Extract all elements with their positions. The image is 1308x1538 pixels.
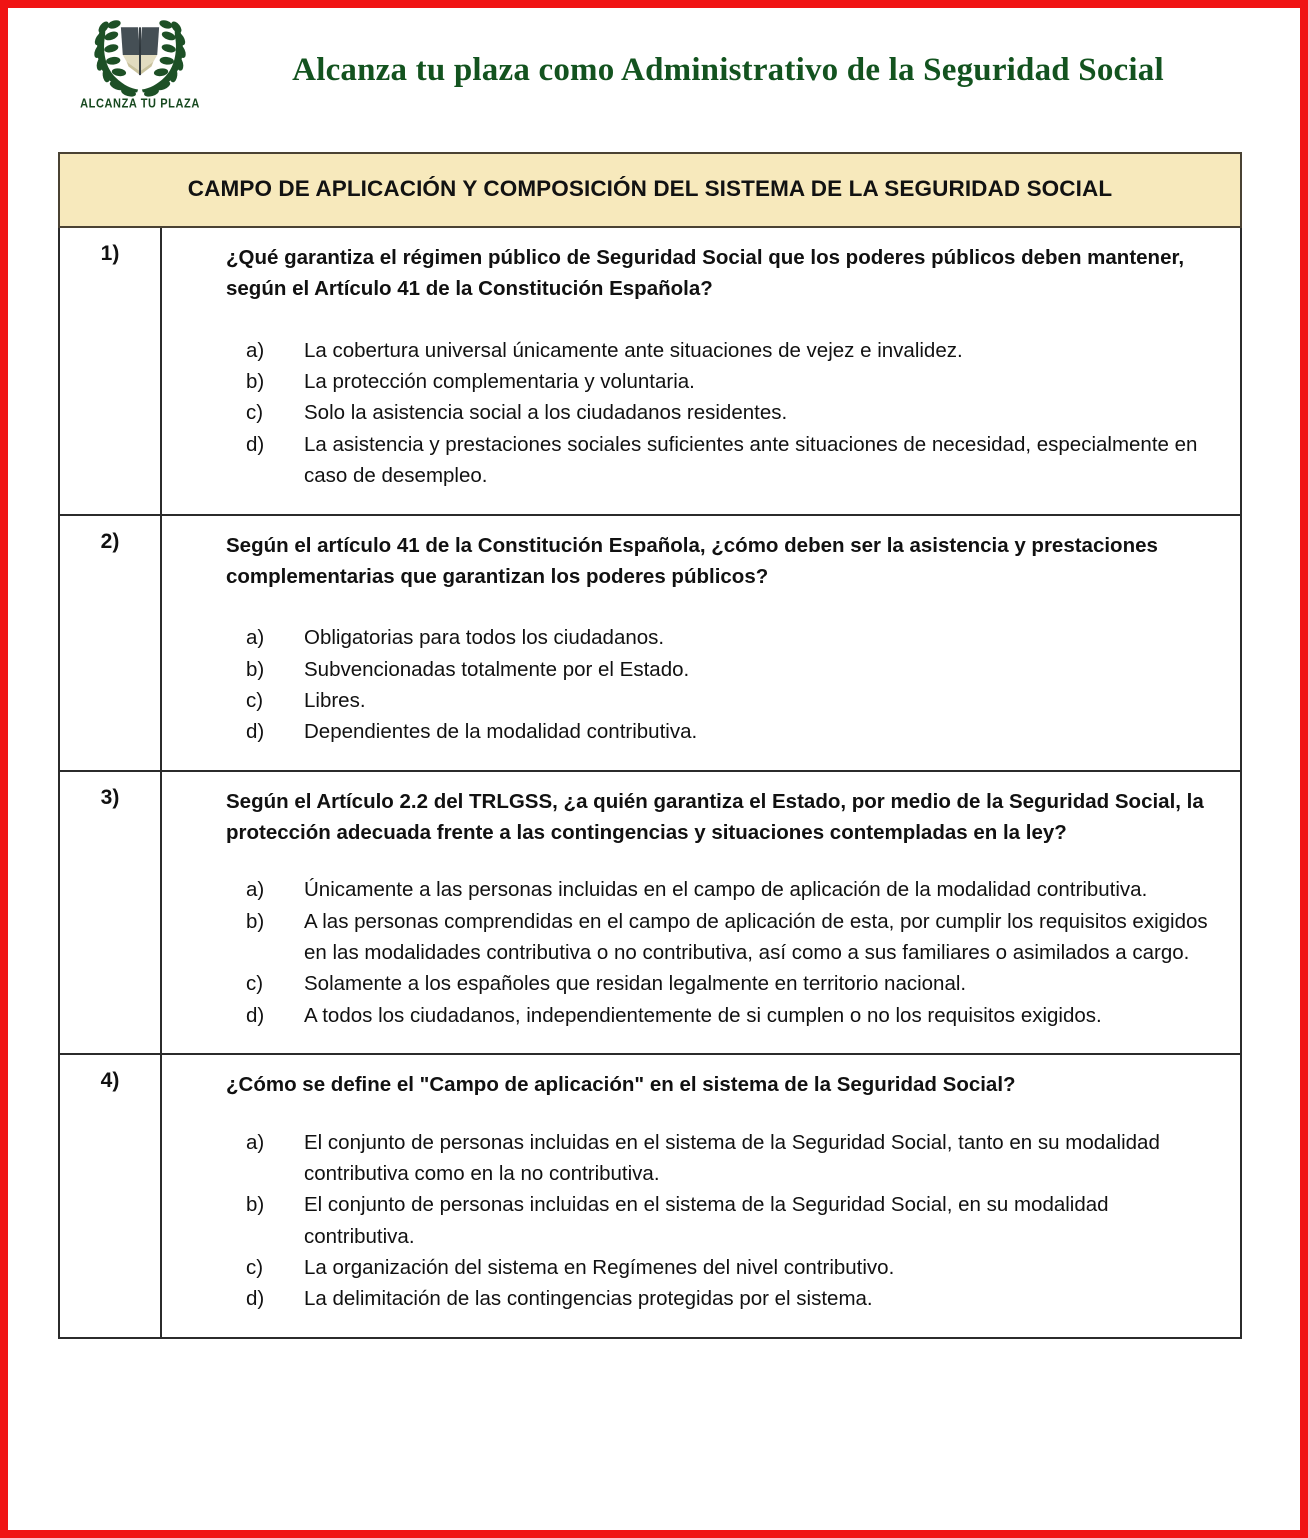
document-header xyxy=(8,8,1300,146)
answer-option[interactable] xyxy=(226,1283,1224,1314)
answer-option[interactable] xyxy=(226,1000,1224,1031)
answer-option[interactable] xyxy=(226,968,1224,999)
answer-options xyxy=(226,874,1224,1031)
option-letter: a) xyxy=(246,338,265,362)
answer-option[interactable] xyxy=(226,429,1224,492)
table-row xyxy=(59,227,1241,515)
option-letter: a) xyxy=(246,878,265,902)
option-text: Únicamente a las personas incluidas en el campo de aplicación de la modalidad contributiva. xyxy=(304,878,1148,902)
question-content-cell xyxy=(161,227,1241,515)
option-letter: d) xyxy=(246,1003,265,1027)
option-letter: b) xyxy=(246,657,265,681)
option-letter: a) xyxy=(246,1130,265,1154)
option-text: Solo la asistencia social a los ciudadanos residentes. xyxy=(304,401,788,425)
brand-logo xyxy=(70,12,210,110)
answer-options xyxy=(226,335,1224,492)
option-text: Subvencionadas totalmente por el Estado. xyxy=(304,657,690,681)
option-letter: b) xyxy=(246,370,265,394)
answer-option[interactable] xyxy=(226,366,1224,397)
answer-option[interactable] xyxy=(226,397,1224,428)
question-content-cell xyxy=(161,515,1241,771)
question-content-cell xyxy=(161,1054,1241,1338)
option-letter: c) xyxy=(246,972,264,996)
option-letter: b) xyxy=(246,1193,265,1217)
question-stem: Según el Artículo 2.2 del TRLGSS, ¿a quién garantiza el Estado, por medio de la Seguridad Social, la protección adecuada frente a las contingencias y situaciones contempladas en la ley? xyxy=(226,789,1204,845)
option-text: Obligatorias para todos los ciudadanos. xyxy=(304,626,665,650)
option-text: La cobertura universal únicamente ante situaciones de vejez e invalidez. xyxy=(304,338,963,362)
answer-options xyxy=(226,622,1224,747)
answer-option[interactable] xyxy=(226,622,1224,653)
option-text: La asistencia y prestaciones sociales suficientes ante situaciones de necesidad, especialmente en caso de desempleo. xyxy=(304,432,1198,488)
section-banner-title: CAMPO DE APLICACIÓN Y COMPOSICIÓN DEL SISTEMA DE LA SEGURIDAD SOCIAL xyxy=(187,176,1113,201)
table-row xyxy=(59,1054,1241,1338)
section-banner xyxy=(59,153,1241,227)
option-text: Dependientes de la modalidad contributiva. xyxy=(304,720,698,744)
page-title: Alcanza tu plaza como Administrativo de la Seguridad Social xyxy=(292,52,1164,88)
option-letter: c) xyxy=(246,401,264,425)
question-number: 4) xyxy=(100,1069,120,1093)
logo-caption: ALCANZA TU PLAZA xyxy=(80,97,200,111)
question-stem: Según el artículo 41 de la Constitución Española, ¿cómo deben ser la asistencia y prestaciones complementarias que garantizan los poderes públicos? xyxy=(226,533,1158,588)
option-text: Solamente a los españoles que residan legalmente en territorio nacional. xyxy=(304,972,967,996)
question-content-cell xyxy=(161,771,1241,1055)
page-inner xyxy=(8,8,1300,1530)
answer-option[interactable] xyxy=(226,685,1224,716)
answer-option[interactable] xyxy=(226,335,1224,366)
answer-option[interactable] xyxy=(226,716,1224,747)
option-letter: a) xyxy=(246,626,265,650)
option-letter: d) xyxy=(246,432,265,456)
answer-option[interactable] xyxy=(226,1252,1224,1283)
option-text: A todos los ciudadanos, independientemente de si cumplen o no los requisitos exigidos. xyxy=(304,1003,1102,1027)
answer-option[interactable] xyxy=(226,1127,1224,1190)
answer-option[interactable] xyxy=(226,1189,1224,1252)
option-letter: c) xyxy=(246,688,264,712)
table-row xyxy=(59,515,1241,771)
question-number-cell xyxy=(59,227,161,515)
question-number: 2) xyxy=(100,529,120,553)
option-text: A las personas comprendidas en el campo de aplicación de esta, por cumplir los requisitos exigidos en las modalidades contributiva o no contributiva, así como a sus familiares o asimilados a cargo. xyxy=(304,909,1208,965)
option-text: La organización del sistema en Regímenes del nivel contributivo. xyxy=(304,1255,895,1279)
option-text: El conjunto de personas incluidas en el sistema de la Seguridad Social, en su modalidad contributiva. xyxy=(304,1193,1109,1248)
question-stem: ¿Cómo se define el "Campo de aplicación" en el sistema de la Seguridad Social? xyxy=(226,1073,1016,1097)
answer-option[interactable] xyxy=(226,874,1224,905)
option-letter: c) xyxy=(246,1255,264,1279)
question-number-cell xyxy=(59,1054,161,1338)
answer-option[interactable] xyxy=(226,654,1224,685)
banner-row xyxy=(59,153,1241,227)
question-number-cell xyxy=(59,515,161,771)
option-letter: d) xyxy=(246,720,265,744)
option-text: El conjunto de personas incluidas en el sistema de la Seguridad Social, tanto en su modalidad contributiva como en la no contributiva. xyxy=(304,1130,1160,1185)
question-number: 3) xyxy=(100,785,120,809)
laurel-wreath-book-icon xyxy=(81,12,199,100)
table-row xyxy=(59,771,1241,1055)
option-text: La delimitación de las contingencias protegidas por el sistema. xyxy=(304,1287,873,1311)
question-number: 1) xyxy=(100,242,120,265)
answer-options xyxy=(226,1127,1224,1315)
answer-option[interactable] xyxy=(226,906,1224,969)
question-stem: ¿Qué garantiza el régimen público de Seguridad Social que los poderes públicos deben mantener, según el Artículo 41 de la Constitución Española? xyxy=(226,246,1185,301)
option-letter: b) xyxy=(246,909,265,933)
option-letter: d) xyxy=(246,1287,265,1311)
exam-table xyxy=(58,152,1242,1339)
option-text: Libres. xyxy=(304,688,366,712)
exam-table-body xyxy=(59,153,1241,1338)
question-number-cell xyxy=(59,771,161,1055)
option-text: La protección complementaria y voluntaria. xyxy=(304,370,695,394)
